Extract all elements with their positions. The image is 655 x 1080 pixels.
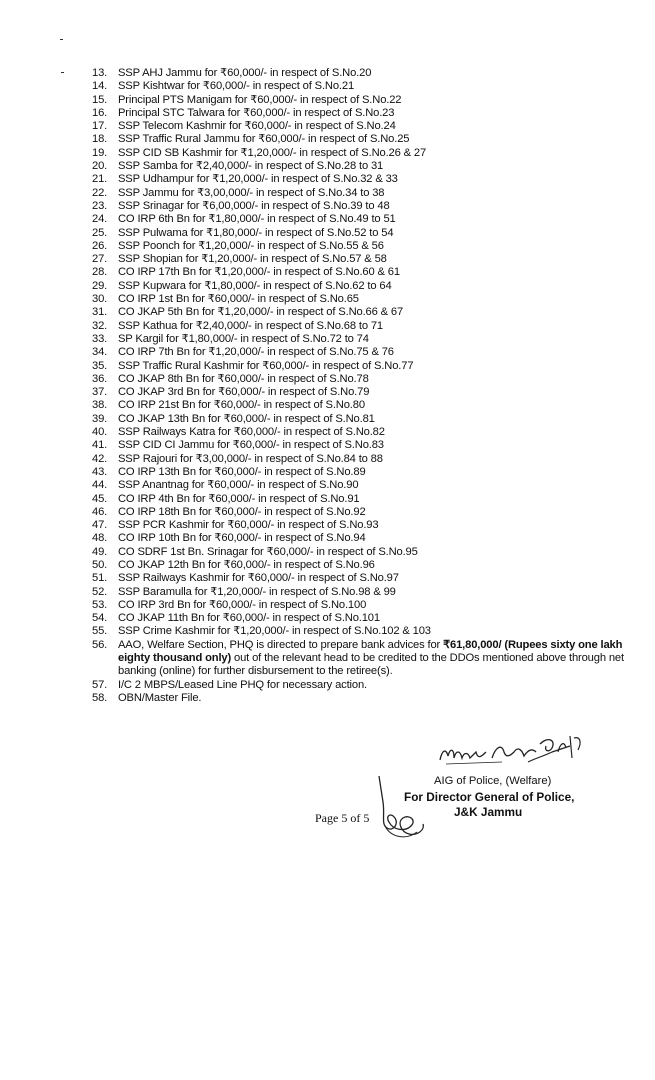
list-item-text: SSP CID SB Kashmir for ₹1,20,000/- in respect of S.No.26 & 27	[118, 146, 427, 159]
list-item-number: 41.	[92, 439, 108, 452]
scan-mark	[61, 72, 64, 73]
list-item	[92, 386, 632, 399]
list-item-number: 45.	[92, 492, 108, 505]
list-item	[92, 493, 632, 506]
list-item-number: 17.	[92, 120, 108, 133]
list-item	[92, 532, 632, 545]
signatory-place: J&K Jammu	[454, 805, 523, 819]
list-item-text: SSP Kupwara for ₹1,80,000/- in respect of S.No.62 to 64	[118, 279, 392, 292]
list-item-text: CO IRP 7th Bn for ₹1,20,000/- in respect of S.No.75 & 76	[118, 346, 394, 359]
list-item-number: 35.	[92, 359, 108, 372]
list-item-number: 58.	[92, 691, 108, 704]
list-item	[92, 519, 632, 532]
list-item	[92, 227, 632, 240]
list-item-number: 23.	[92, 199, 108, 212]
list-item-text: SSP Baramulla for ₹1,20,000/- in respect of S.No.98 & 99	[118, 585, 396, 598]
list-item-text: SSP Traffic Rural Jammu for ₹60,000/- in respect of S.No.25	[118, 133, 410, 146]
list-item-text: CO IRP 17th Bn for ₹1,20,000/- in respect of S.No.60 & 61	[118, 266, 400, 279]
list-item-text: SSP Traffic Rural Kashmir for ₹60,000/- in respect of S.No.77	[118, 359, 414, 372]
list-item	[92, 559, 632, 572]
list-item-text: SP Kargil for ₹1,80,000/- in respect of S.No.72 to 74	[118, 332, 369, 345]
list-item-text: CO IRP 10th Bn for ₹60,000/- in respect of S.No.94	[118, 532, 366, 545]
total-amount: ₹61,80,000/ (Rupees sixty one lakh eighty thousand only)	[118, 638, 623, 665]
list-item	[92, 306, 632, 319]
bank-advice-text: AAO, Welfare Section, PHQ is directed to prepare bank advices for	[118, 638, 444, 651]
list-item	[92, 200, 632, 213]
list-item-text: SSP Crime Kashmir for ₹1,20,000/- in respect of S.No.102 & 103	[118, 625, 431, 638]
list-item-text: CO IRP 13th Bn for ₹60,000/- in respect of S.No.89	[118, 465, 366, 478]
list-item-number: 57.	[92, 678, 108, 691]
list-item-text: SSP CID CI Jammu for ₹60,000/- in respect of S.No.83	[118, 439, 384, 452]
list-item	[92, 240, 632, 253]
list-item-number: 27.	[92, 253, 108, 266]
list-item-text: SSP Railways Katra for ₹60,000/- in respect of S.No.82	[118, 426, 385, 439]
list-item-text: CO IRP 1st Bn for ₹60,000/- in respect of S.No.65	[118, 293, 359, 306]
list-item-number: 19.	[92, 146, 108, 159]
distribution-list	[92, 67, 632, 705]
list-item-text: CO JKAP 8th Bn for ₹60,000/- in respect of S.No.78	[118, 372, 369, 385]
list-item-number: 43.	[92, 465, 108, 478]
list-item-text: SSP Telecom Kashmir for ₹60,000/- in respect of S.No.24	[118, 120, 396, 133]
bank-advice-text-tail: out of the relevant head to be credited to the DDOs mentioned above through net banking (online) for further disbursement to the retiree(s).	[118, 652, 624, 678]
list-item-number: 46.	[92, 505, 108, 518]
list-item-number: 56.	[92, 638, 108, 651]
list-item-number: 21.	[92, 173, 108, 186]
list-item-number: 14.	[92, 80, 108, 93]
list-item-number: 47.	[92, 519, 108, 532]
list-item-number: 20.	[92, 160, 108, 173]
list-item-number: 34.	[92, 346, 108, 359]
list-item-number: 42.	[92, 452, 108, 465]
list-item	[92, 426, 632, 439]
list-item	[92, 453, 632, 466]
list-item	[92, 94, 632, 107]
list-item-text: SSP PCR Kashmir for ₹60,000/- in respect of S.No.93	[118, 519, 379, 532]
list-item-text	[118, 639, 632, 679]
list-item-number: 29.	[92, 279, 108, 292]
list-item-number: 33.	[92, 332, 108, 345]
list-item	[92, 147, 632, 160]
list-item-number: 32.	[92, 319, 108, 332]
list-item-text: CO JKAP 13th Bn for ₹60,000/- in respect of S.No.81	[118, 412, 375, 425]
list-item	[92, 679, 632, 692]
list-item	[92, 133, 632, 146]
signatory-title: AIG of Police, (Welfare)	[434, 775, 552, 787]
list-item	[92, 572, 632, 585]
list-item-text: SSP Railways Kashmir for ₹60,000/- in respect of S.No.97	[118, 572, 399, 585]
list-item	[92, 373, 632, 386]
list-item-text: CO IRP 3rd Bn for ₹60,000/- in respect of S.No.100	[118, 598, 367, 611]
list-item-text: CO JKAP 3rd Bn for ₹60,000/- in respect of S.No.79	[118, 386, 370, 399]
list-item-text: SSP Anantnag for ₹60,000/- in respect of S.No.90	[118, 479, 359, 492]
list-item-text: SSP Jammu for ₹3,00,000/- in respect of S.No.34 to 38	[118, 186, 385, 199]
list-item	[92, 67, 632, 80]
initials-scribble	[365, 772, 435, 842]
list-item	[92, 399, 632, 412]
list-item	[92, 173, 632, 186]
list-item-text: CO SDRF 1st Bn. Srinagar for ₹60,000/- in respect of S.No.95	[118, 545, 418, 558]
list-item-text: SSP AHJ Jammu for ₹60,000/- in respect of S.No.20	[118, 67, 372, 79]
list-item	[92, 253, 632, 266]
list-item-number: 18.	[92, 133, 108, 146]
list-item-text: SSP Kathua for ₹2,40,000/- in respect of S.No.68 to 71	[118, 319, 383, 332]
list-item-text: SSP Udhampur for ₹1,20,000/- in respect of S.No.32 & 33	[118, 173, 398, 186]
list-item-text: CO IRP 6th Bn for ₹1,80,000/- in respect of S.No.49 to 51	[118, 213, 396, 226]
list-item	[92, 360, 632, 373]
list-item	[92, 546, 632, 559]
list-item	[92, 333, 632, 346]
list-item-text: CO IRP 21st Bn for ₹60,000/- in respect of S.No.80	[118, 399, 365, 412]
list-item-number: 26.	[92, 239, 108, 252]
list-item-text: CO JKAP 5th Bn for ₹1,20,000/- in respect of S.No.66 & 67	[118, 306, 404, 319]
list-item	[92, 413, 632, 426]
list-item-text: SSP Srinagar for ₹6,00,000/- in respect of S.No.39 to 48	[118, 199, 390, 212]
list-item-number: 39.	[92, 412, 108, 425]
list-item-text: SSP Kishtwar for ₹60,000/- in respect of S.No.21	[118, 80, 355, 93]
list-item-number: 52.	[92, 585, 108, 598]
list-item-number: 16.	[92, 106, 108, 119]
list-item-number: 28.	[92, 266, 108, 279]
list-item-number: 51.	[92, 572, 108, 585]
list-item	[92, 466, 632, 479]
list-item	[92, 612, 632, 625]
list-item	[92, 439, 632, 452]
list-item-text: Principal PTS Manigam for ₹60,000/- in respect of S.No.22	[118, 93, 402, 106]
list-item-text: CO JKAP 12th Bn for ₹60,000/- in respect of S.No.96	[118, 558, 375, 571]
list-item-number: 50.	[92, 558, 108, 571]
list-item	[92, 599, 632, 612]
list-item-text: SSP Shopian for ₹1,20,000/- in respect of S.No.57 & 58	[118, 253, 387, 266]
list-item-number: 30.	[92, 293, 108, 306]
list-item-text: SSP Pulwama for ₹1,80,000/- in respect of S.No.52 to 54	[118, 226, 394, 239]
list-item-number: 22.	[92, 186, 108, 199]
list-item-number: 25.	[92, 226, 108, 239]
list-item-number: 38.	[92, 399, 108, 412]
list-item-number: 55.	[92, 625, 108, 638]
list-item	[92, 586, 632, 599]
list-item-number: 13.	[92, 67, 108, 79]
list-item-text: CO IRP 4th Bn for ₹60,000/- in respect of S.No.91	[118, 492, 360, 505]
list-item-text: I/C 2 MBPS/Leased Line PHQ for necessary action.	[118, 678, 367, 691]
list-item-number: 53.	[92, 598, 108, 611]
list-item-number: 40.	[92, 426, 108, 439]
list-item	[92, 692, 632, 705]
list-item	[92, 266, 632, 279]
list-item-number: 36.	[92, 372, 108, 385]
list-item-text: SSP Samba for ₹2,40,000/- in respect of S.No.28 to 31	[118, 160, 384, 173]
list-item	[92, 506, 632, 519]
list-item-text: CO JKAP 11th Bn for ₹60,000/- in respect of S.No.101	[118, 612, 380, 625]
list-item-text: CO IRP 18th Bn for ₹60,000/- in respect of S.No.92	[118, 505, 366, 518]
list-item	[92, 160, 632, 173]
list-item	[92, 107, 632, 120]
list-item	[92, 479, 632, 492]
list-item-number: 44.	[92, 479, 108, 492]
list-item-text: OBN/Master File.	[118, 691, 202, 704]
list-item	[92, 346, 632, 359]
list-item	[92, 120, 632, 133]
list-item-number: 15.	[92, 93, 108, 106]
list-item	[92, 280, 632, 293]
list-item-text: SSP Poonch for ₹1,20,000/- in respect of S.No.55 & 56	[118, 239, 384, 252]
list-item	[92, 625, 632, 638]
list-item	[92, 80, 632, 93]
list-item	[92, 320, 632, 333]
signatory-for-line: For Director General of Police,	[404, 790, 575, 804]
list-item-number: 31.	[92, 306, 108, 319]
list-item-number: 49.	[92, 545, 108, 558]
list-item-number: 48.	[92, 532, 108, 545]
list-item	[92, 293, 632, 306]
handwritten-signature	[432, 722, 582, 782]
page-number: Page 5 of 5	[315, 811, 370, 825]
list-item-number: 54.	[92, 612, 108, 625]
list-item-number: 37.	[92, 386, 108, 399]
list-item	[92, 213, 632, 226]
list-item-text: SSP Rajouri for ₹3,00,000/- in respect of S.No.84 to 88	[118, 452, 383, 465]
scan-mark	[60, 39, 63, 40]
list-item-bank-advice	[92, 639, 632, 679]
list-item	[92, 187, 632, 200]
list-item-number: 24.	[92, 213, 108, 226]
list-item-text: Principal STC Talwara for ₹60,000/- in respect of S.No.23	[118, 106, 395, 119]
